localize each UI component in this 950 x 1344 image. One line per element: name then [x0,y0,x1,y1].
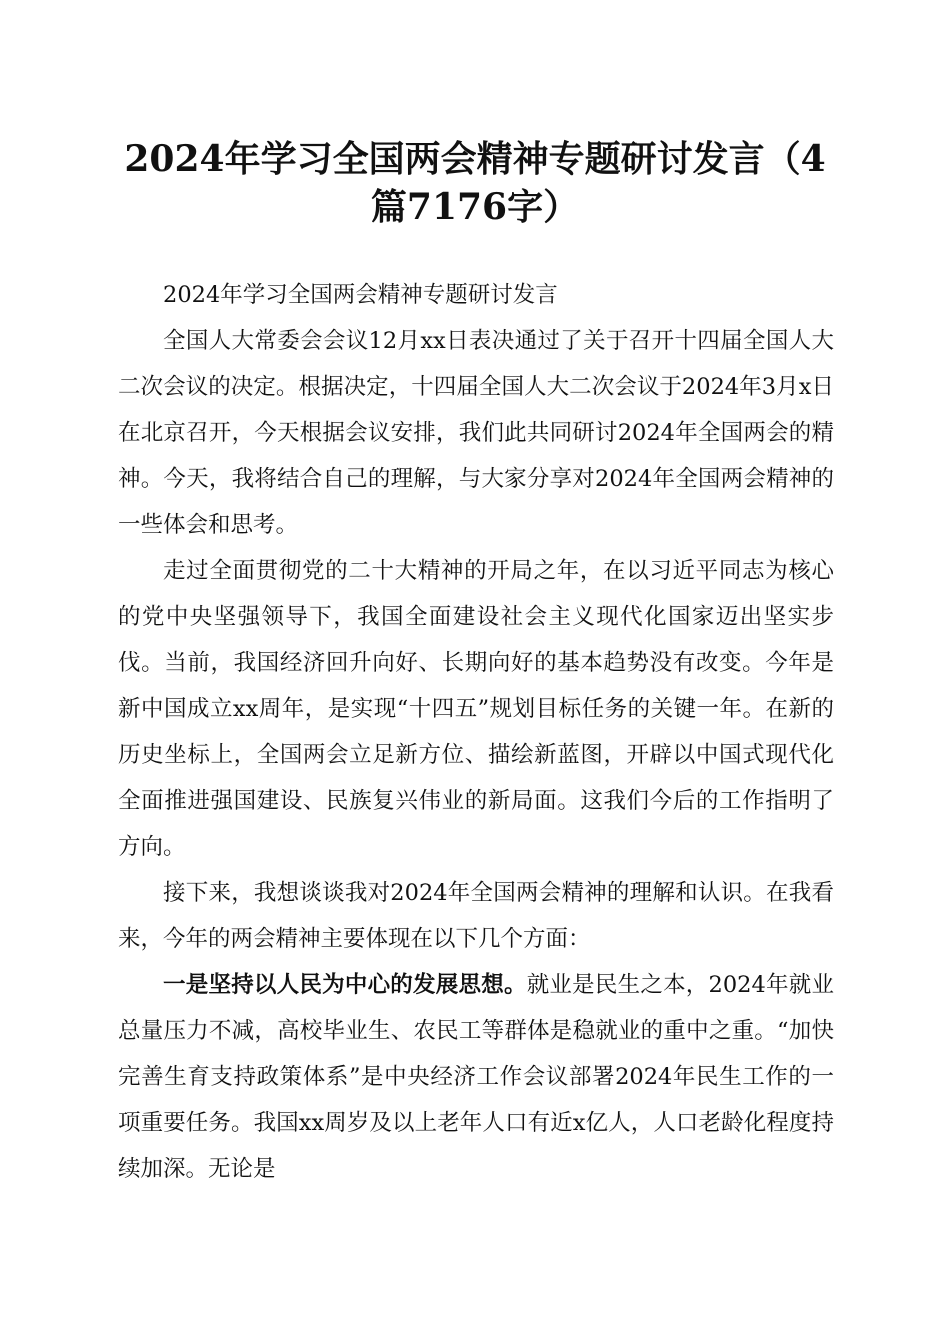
paragraph-background: 走过全面贯彻党的二十大精神的开局之年，在以习近平同志为核心的党中央坚强领导下，我国全面建设社会主义现代化国家迈出坚实步伐。当前，我国经济回升向好、长期向好的基本趋势没有改变。今年是新中国成立xx周年，是实现“十四五”规划目标任务的关键一年。在新的历史坐标上，全国两会立足新方位、描绘新蓝图，开辟以中国式现代化全面推进强国建设、民族复兴伟业的新局面。这我们今后的工作指明了方向。 [118,558,834,860]
paragraph-point-one [118,962,834,1192]
paragraph-intro: 全国人大常委会会议12月xx日表决通过了关于召开十四届全国人大二次会议的决定。根据决定，十四届全国人大二次会议于2024年3月x日在北京召开，今天根据会议安排，我们此共同研讨2024年全国两会的精神。今天，我将结合自己的理解，与大家分享对2024年全国两会精神的一些体会和思考。 [118,328,834,538]
paragraph-transition: 接下来，我想谈谈我对2024年全国两会精神的理解和认识。在我看来，今年的两会精神主要体现在以下几个方面： [118,880,834,952]
point-one-text: 就业是民生之本，2024年就业总量压力不减，高校毕业生、农民工等群体是稳就业的重中之重。“加快完善生育支持政策体系”是中央经济工作会议部署2024年民生工作的一项重要任务。我国xx周岁及以上老年人口有近x亿人，人口老龄化程度持续加深。无论是 [118,972,834,1182]
document-title: 2024年学习全国两会精神专题研讨发言（4篇7176字） [124,138,826,228]
point-one-heading: 一是坚持以人民为中心的发展思想。 [163,972,527,998]
document-body [118,272,834,1192]
paragraph-subtitle: 2024年学习全国两会精神专题研讨发言 [163,282,558,308]
